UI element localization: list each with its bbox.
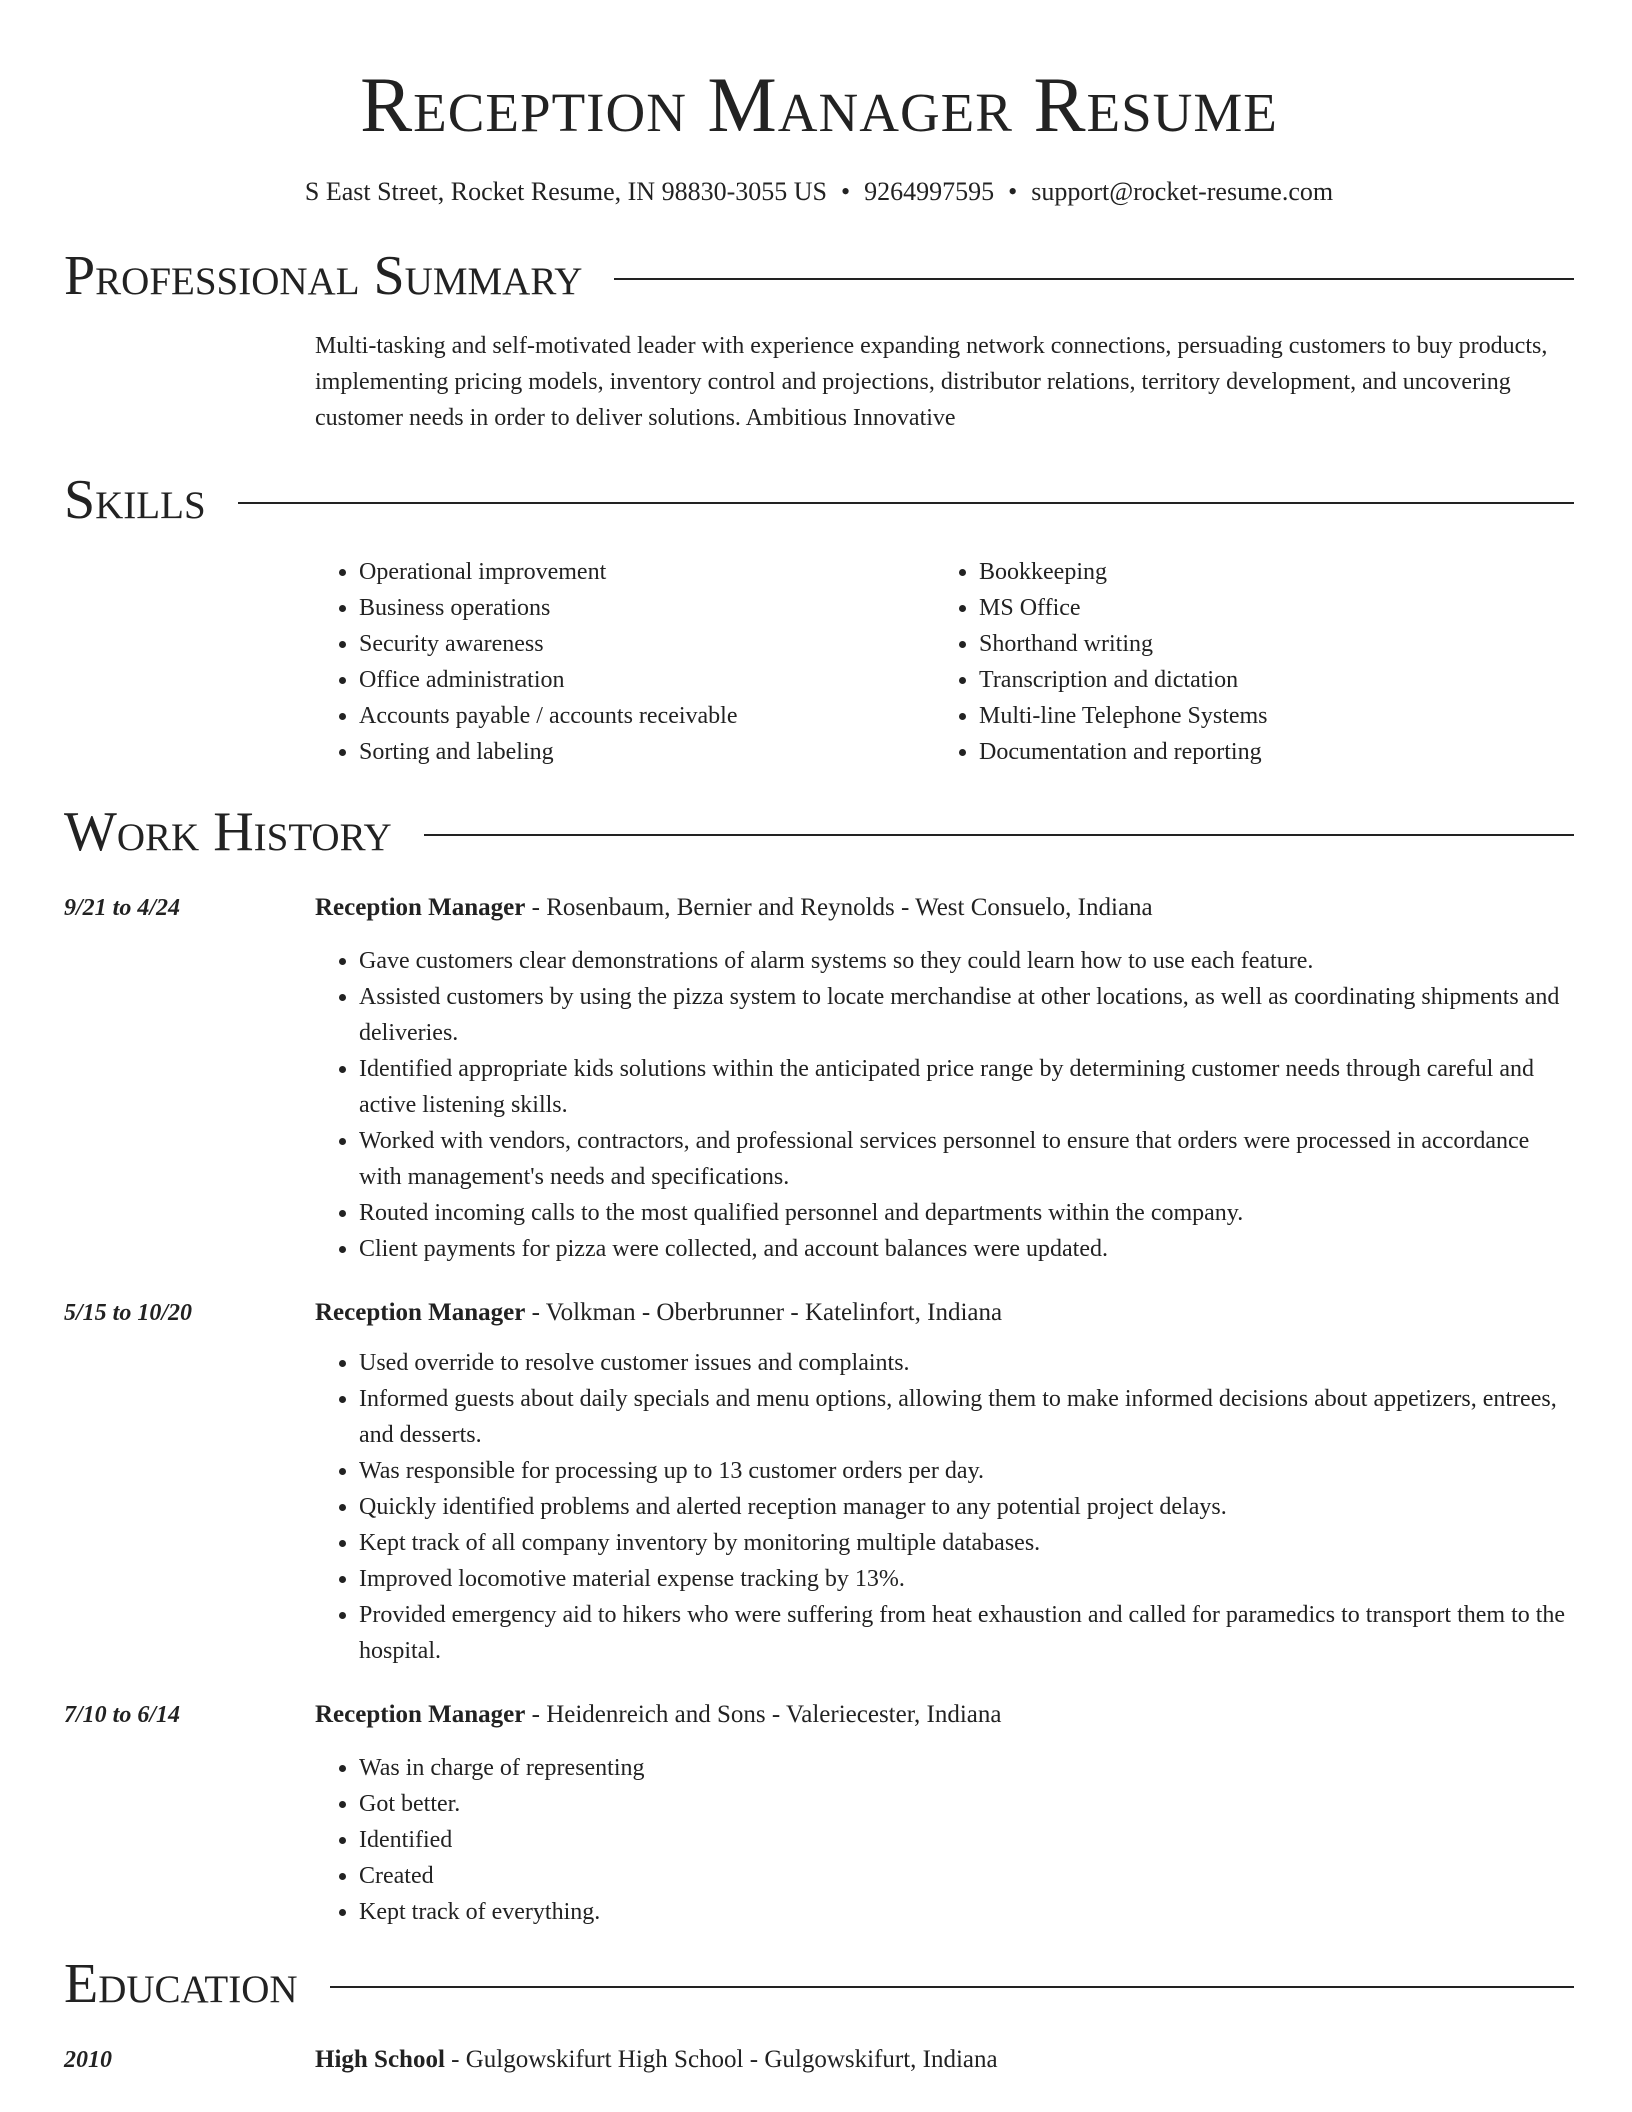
job-bullet: • Used override to resolve customer issues and complaints. bbox=[359, 1345, 1574, 1381]
job-details: - Heidenreich and Sons - Valeriecester, Indiana bbox=[525, 1701, 1002, 1728]
skill-item: • Office administration bbox=[359, 662, 935, 698]
education-entry bbox=[64, 2042, 1574, 2078]
job-bullet: • Informed guests about daily specials and menu options, allowing them to make informed decisions about appetizers, entrees, and desserts. bbox=[359, 1381, 1574, 1453]
skill-item: • MS Office bbox=[979, 590, 1555, 626]
job-entry bbox=[64, 890, 1574, 1267]
job-bullet: • Client payments for pizza were collected, and account balances were updated. bbox=[359, 1231, 1574, 1267]
skill-item: • Security awareness bbox=[359, 626, 935, 662]
resume-page bbox=[64, 0, 1574, 2078]
skill-item: • Transcription and dictation bbox=[979, 662, 1555, 698]
contact-phone: 9264997595 bbox=[864, 177, 995, 206]
job-bullet: • Identified appropriate kids solutions within the anticipated price range by determining customer needs through careful and active listening skills. bbox=[359, 1051, 1574, 1123]
job-role: Reception Manager bbox=[315, 894, 526, 921]
job-bullet: • Created bbox=[359, 1858, 1574, 1894]
contact-address: S East Street, Rocket Resume, IN 98830-3055 US bbox=[304, 177, 827, 206]
section-divider bbox=[614, 278, 1574, 280]
job-bullet: • Assisted customers by using the pizza system to locate merchandise at other locations, as well as coordinating shipments and deliveries. bbox=[359, 979, 1574, 1051]
job-bullets bbox=[315, 1750, 1574, 1930]
job-bullet: • Improved locomotive material expense tracking by 13%. bbox=[359, 1561, 1574, 1597]
job-entry bbox=[64, 1295, 1574, 1669]
job-heading bbox=[315, 1697, 1574, 1733]
education-details: - Gulgowskifurt High School - Gulgowskifurt, Indiana bbox=[444, 2046, 998, 2073]
contact-line bbox=[64, 174, 1574, 210]
job-body bbox=[315, 1697, 1574, 1930]
job-bullet: • Was responsible for processing up to 13 customer orders per day. bbox=[359, 1453, 1574, 1489]
job-role: Reception Manager bbox=[315, 1701, 526, 1728]
job-details: - Rosenbaum, Bernier and Reynolds - West Consuelo, Indiana bbox=[525, 894, 1153, 921]
contact-separator: • bbox=[1008, 177, 1018, 206]
education-dates: 2010 bbox=[64, 2047, 112, 2073]
job-bullets bbox=[315, 1345, 1574, 1669]
education-degree: High School bbox=[315, 2046, 445, 2073]
job-bullet: • Got better. bbox=[359, 1786, 1574, 1822]
summary-heading: Professional Summary bbox=[64, 245, 583, 307]
job-bullet: • Kept track of all company inventory by monitoring multiple databases. bbox=[359, 1525, 1574, 1561]
job-bullet: • Routed incoming calls to the most qualified personnel and departments within the company. bbox=[359, 1195, 1574, 1231]
job-heading bbox=[315, 890, 1574, 926]
skills-column-left bbox=[315, 554, 935, 770]
job-details: - Volkman - Oberbrunner - Katelinfort, Indiana bbox=[525, 1299, 1003, 1326]
job-bullet: • Kept track of everything. bbox=[359, 1894, 1574, 1930]
job-dates: 9/21 to 4/24 bbox=[64, 895, 181, 921]
education-heading-line bbox=[315, 2042, 998, 2078]
skill-item: • Documentation and reporting bbox=[979, 734, 1555, 770]
job-bullet: • Gave customers clear demonstrations of alarm systems so they could learn how to use each feature. bbox=[359, 943, 1574, 979]
skill-item: • Bookkeeping bbox=[979, 554, 1555, 590]
summary-section-header bbox=[64, 244, 1574, 308]
resume-title: Reception Manager Resume bbox=[360, 61, 1278, 148]
job-heading bbox=[315, 1295, 1574, 1331]
skill-item: • Multi-line Telephone Systems bbox=[979, 698, 1555, 734]
skills-list bbox=[315, 554, 1574, 770]
job-bullets bbox=[315, 943, 1574, 1267]
skill-item: • Sorting and labeling bbox=[359, 734, 935, 770]
job-bullet: • Identified bbox=[359, 1822, 1574, 1858]
job-dates: 7/10 to 6/14 bbox=[64, 1702, 181, 1728]
skill-item: • Accounts payable / accounts receivable bbox=[359, 698, 935, 734]
job-bullet: • Worked with vendors, contractors, and professional services personnel to ensure that orders were processed in accordance with management's needs and specifications. bbox=[359, 1123, 1574, 1195]
skill-item: • Business operations bbox=[359, 590, 935, 626]
section-divider bbox=[424, 834, 1574, 836]
job-body bbox=[315, 1295, 1574, 1669]
skill-item: • Operational improvement bbox=[359, 554, 935, 590]
job-bullet: • Provided emergency aid to hikers who were suffering from heat exhaustion and called for paramedics to transport them to the hospital. bbox=[359, 1597, 1574, 1669]
education-heading: Education bbox=[64, 1953, 298, 2015]
education-section-header bbox=[64, 1952, 1574, 2016]
contact-separator: • bbox=[840, 177, 851, 206]
section-divider bbox=[238, 502, 1574, 504]
summary-text: Multi-tasking and self-motivated leader with experience expanding network connections, persuading customers to buy products, implementing pricing models, inventory control and projections, distributor relations, territory development, and uncovering customer needs in order to deliver solutions. Ambitious Innovative bbox=[315, 333, 1548, 431]
job-body bbox=[315, 890, 1574, 1267]
contact-email[interactable]: support@rocket-resume.com bbox=[1031, 177, 1334, 206]
section-divider bbox=[330, 1986, 1574, 1988]
skill-item: • Shorthand writing bbox=[979, 626, 1555, 662]
job-bullet: • Quickly identified problems and alerted reception manager to any potential project delays. bbox=[359, 1489, 1574, 1525]
skills-heading: Skills bbox=[64, 469, 206, 531]
skills-column-right bbox=[935, 554, 1555, 770]
work-heading: Work History bbox=[64, 801, 392, 863]
skills-section-header bbox=[64, 468, 1574, 532]
job-bullet: • Was in charge of representing bbox=[359, 1750, 1574, 1786]
job-role: Reception Manager bbox=[315, 1299, 526, 1326]
job-entry bbox=[64, 1697, 1574, 1930]
job-dates: 5/15 to 10/20 bbox=[64, 1300, 193, 1326]
work-section-header bbox=[64, 800, 1574, 864]
